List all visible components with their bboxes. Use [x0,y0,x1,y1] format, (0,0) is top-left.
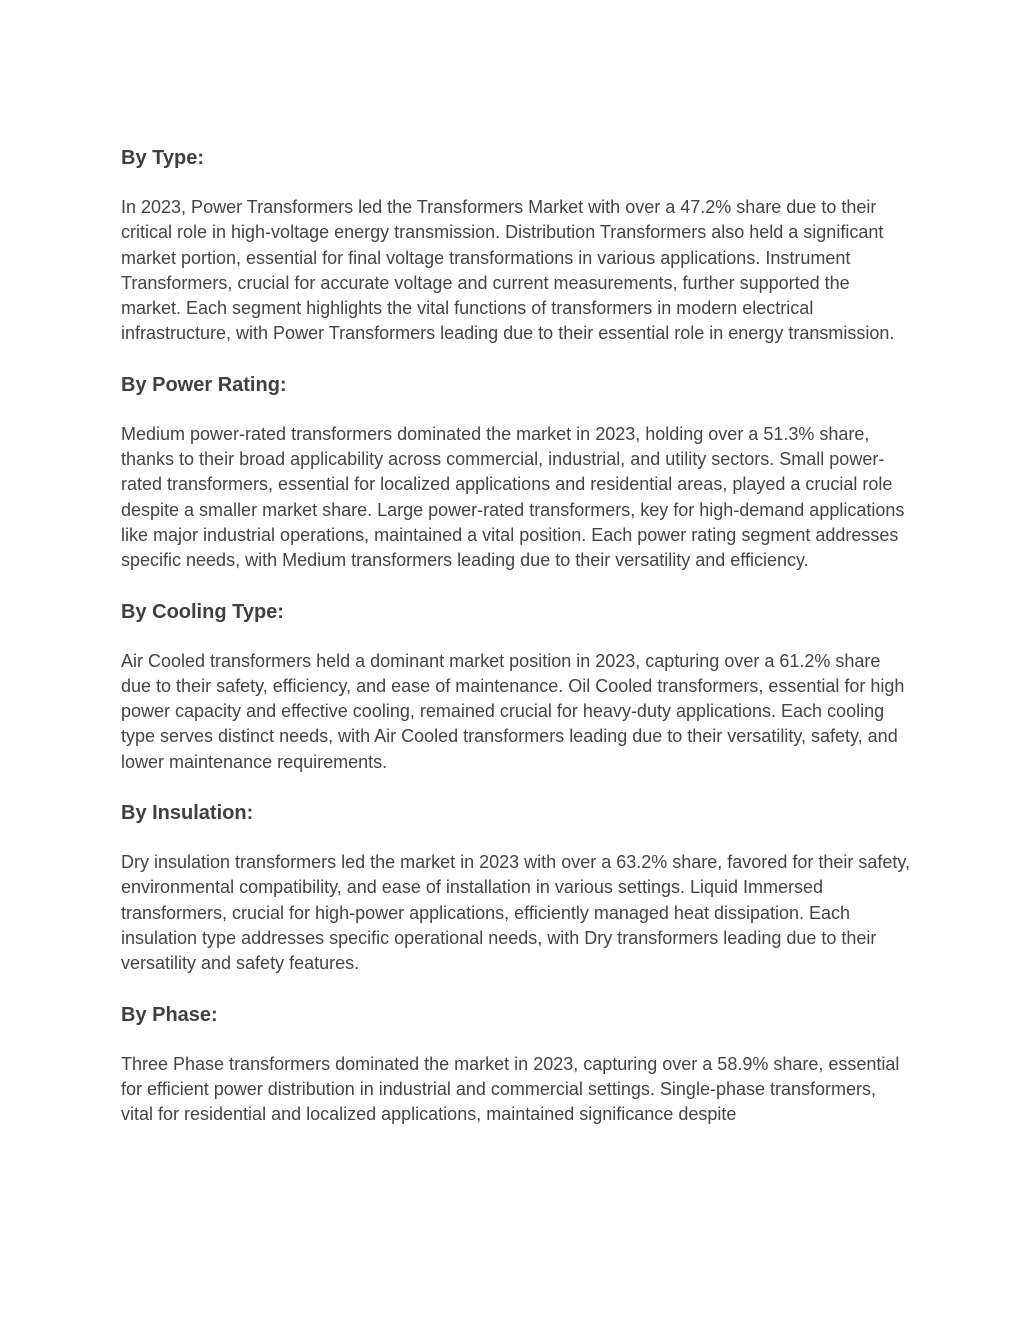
section-paragraph: Dry insulation transformers led the market in 2023 with over a 63.2% share, favored for their safety, environmental compatibility, and ease of installation in various settings. Liquid Immersed transformers, crucial for high-power applications, efficiently managed heat dissipation. Each insulation type addresses specific operational needs, with Dry transformers leading due to their versatility and safety features. [121,852,911,974]
section-paragraph: Three Phase transformers dominated the market in 2023, capturing over a 58.9% share, essential for efficient power distribution in industrial and commercial settings. Single-phase transformers, vital for residential and localized applications, maintained significance despite [121,1053,900,1125]
section-heading: By Power Rating: [121,373,287,396]
section-paragraph: Air Cooled transformers held a dominant market position in 2023, capturing over a 61.2% share due to their safety, efficiency, and ease of maintenance. Oil Cooled transformers, essential for high power capacity and effective cooling, remained crucial for heavy-duty applications. Each cooling type serves distinct needs, with Air Cooled transformers leading due to their versatility, safety, and lower maintenance requirements. [121,650,905,772]
section-by-power-rating [121,371,911,574]
section-by-type [121,144,911,347]
section-paragraph: In 2023, Power Transformers led the Transformers Market with over a 47.2% share due to their critical role in high-voltage energy transmission. Distribution Transformers also held a significant market portion, essential for final voltage transformations in various applications. Instrument Transformers, crucial for accurate voltage and current measurements, further supported the market. Each segment highlights the vital functions of transformers in modern electrical infrastructure, with Power Transformers leading due to their essential role in energy transmission. [121,197,895,344]
section-by-phase [121,1001,911,1128]
section-heading: By Cooling Type: [121,600,284,623]
section-heading: By Insulation: [121,802,254,825]
section-heading: By Type: [121,147,204,169]
section-by-insulation [121,799,911,976]
section-by-cooling-type [121,598,911,775]
section-paragraph: Medium power-rated transformers dominated the market in 2023, holding over a 51.3% share, thanks to their broad applicability across commercial, industrial, and utility sectors. Small power-rated transformers, essential for localized applications and residential areas, played a crucial role despite a smaller market share. Large power-rated transformers, key for high-demand applications like major industrial operations, maintained a vital position. Each power rating segment addresses specific needs, with Medium transformers leading due to their versatility and efficiency. [121,423,905,571]
section-heading: By Phase: [121,1003,218,1026]
document-page [121,144,911,1127]
